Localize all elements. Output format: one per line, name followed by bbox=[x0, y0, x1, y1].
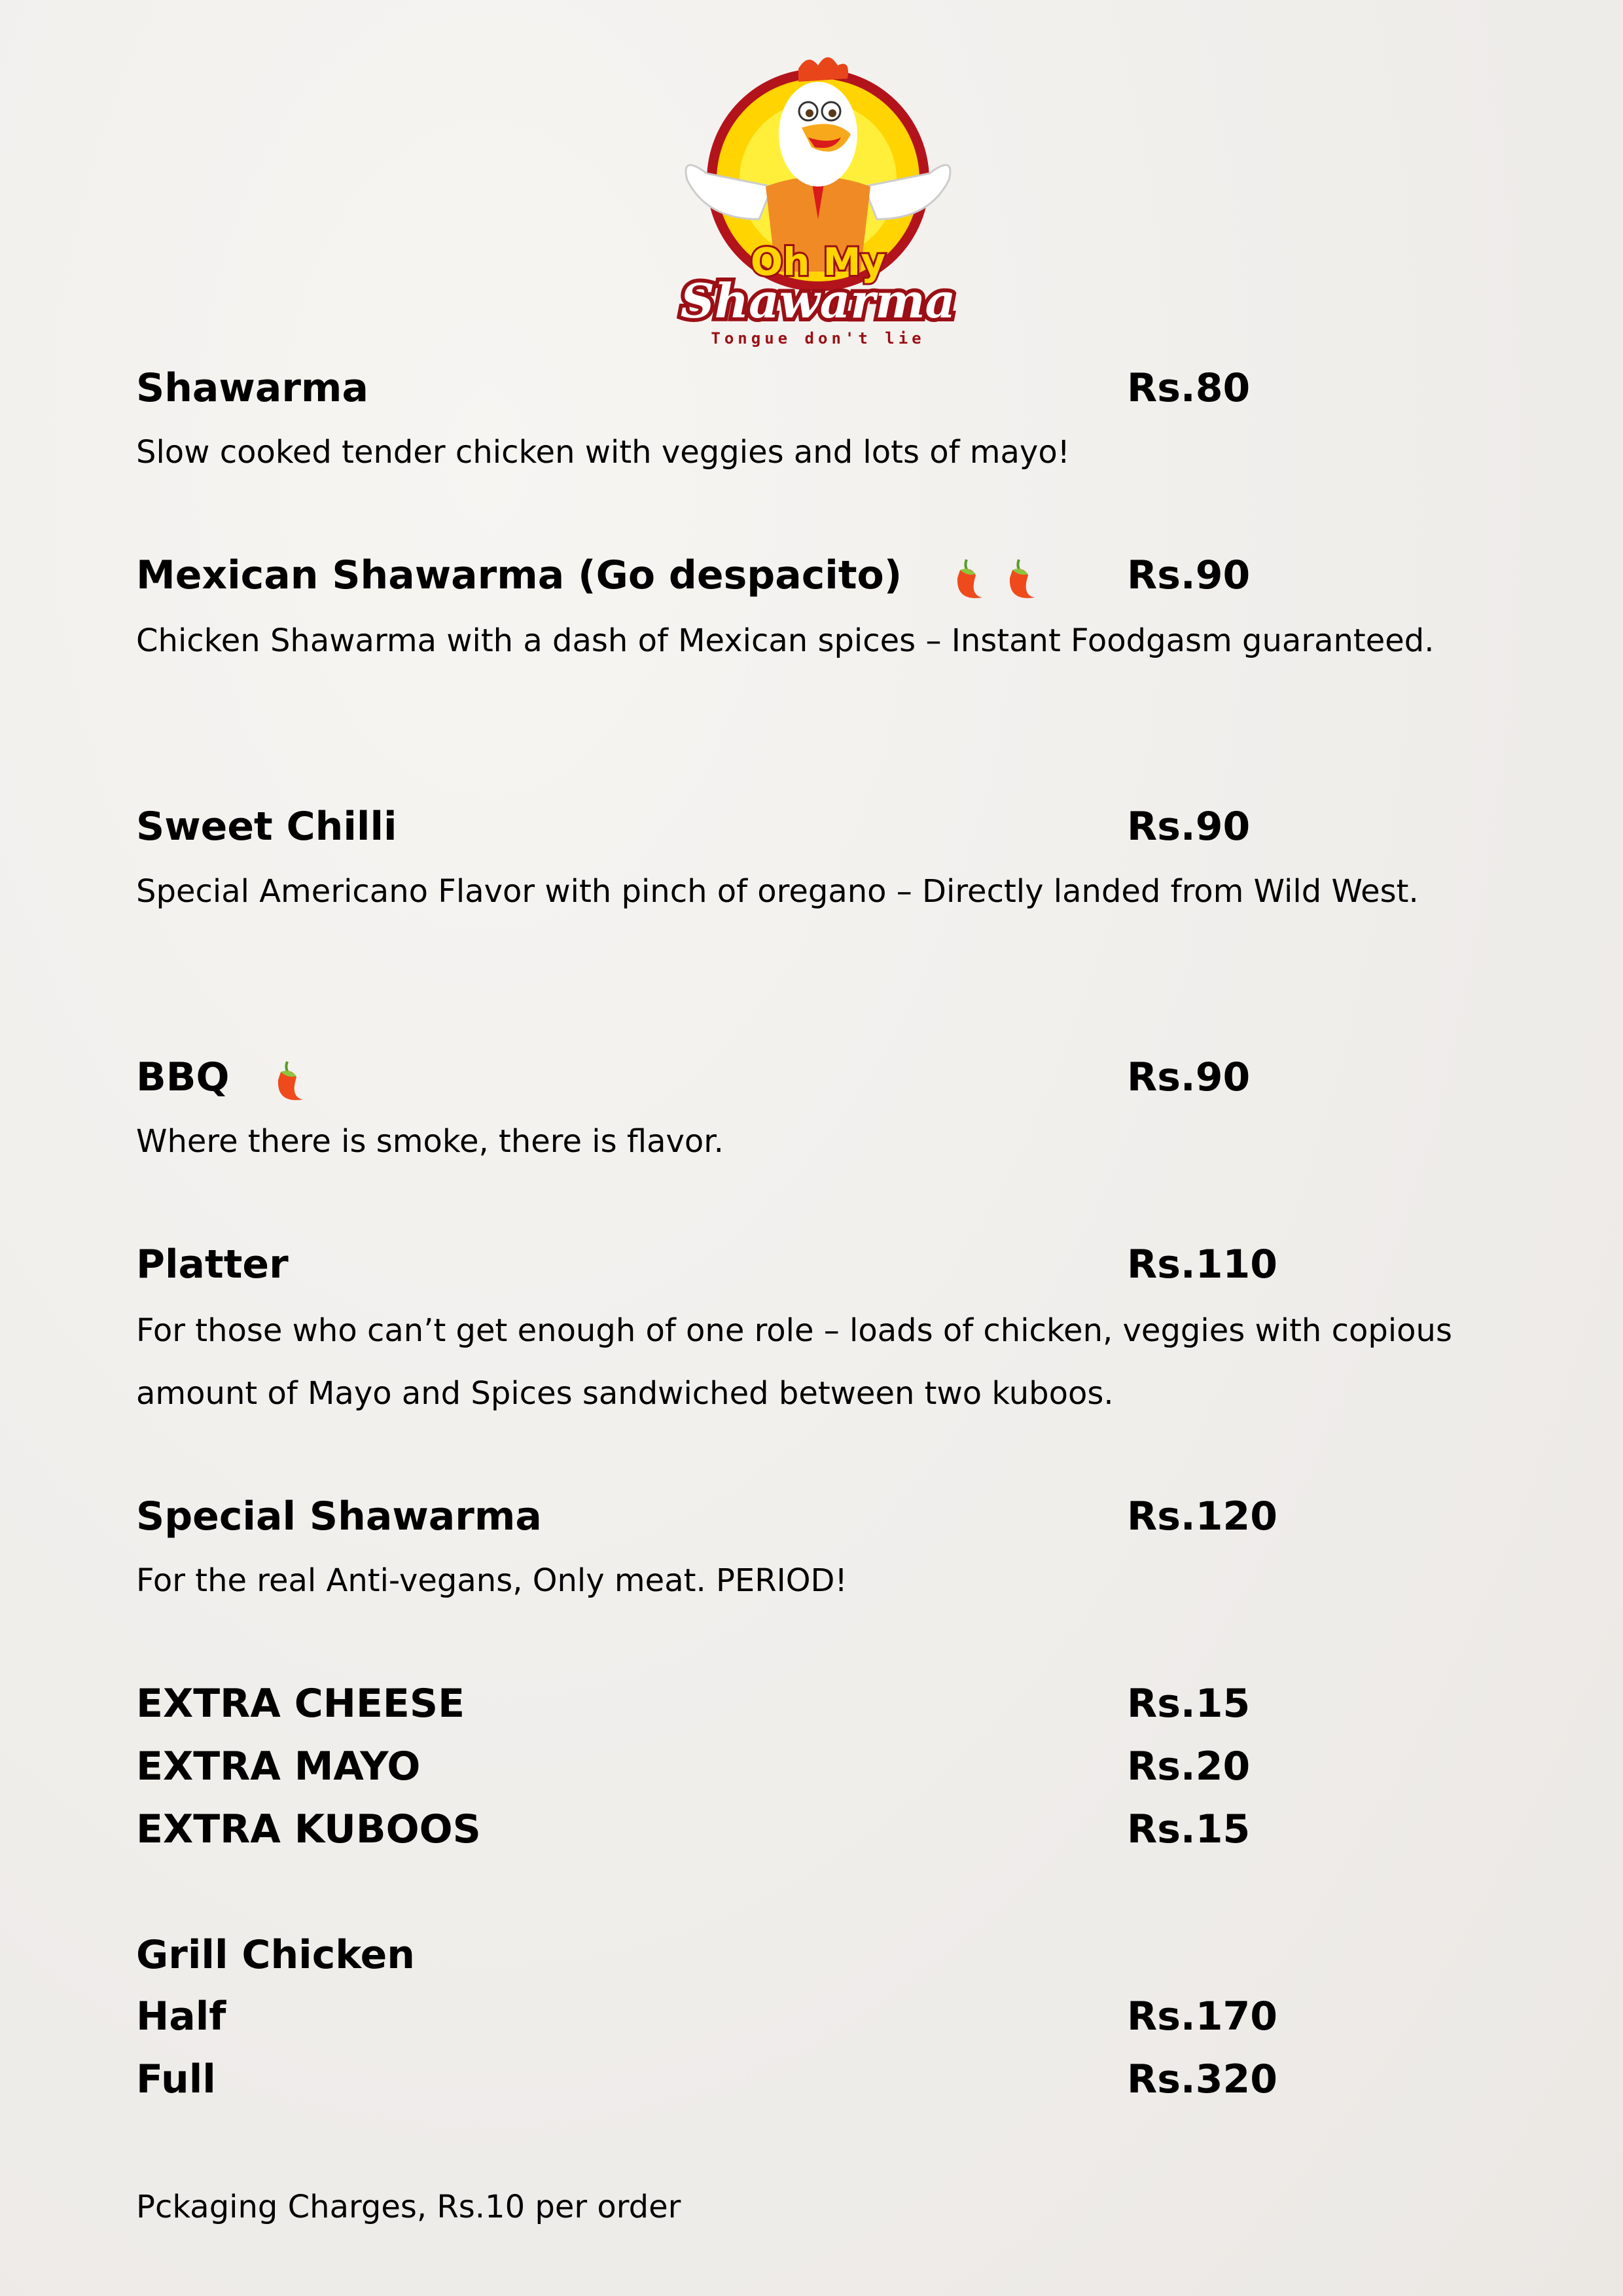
oh-my-shawarma-logo bbox=[668, 49, 969, 350]
extra-name: EXTRA KUBOOS bbox=[136, 1806, 481, 1852]
svg-text:Shawarma: Shawarma bbox=[680, 273, 956, 329]
menu-item-description: Where there is smoke, there is flavor. bbox=[136, 1123, 724, 1160]
svg-text:Oh My: Oh My bbox=[750, 240, 886, 284]
menu-item-name: Special Shawarma bbox=[136, 1494, 542, 1539]
menu-item-price: Rs.90 bbox=[1127, 552, 1251, 598]
extra-name: EXTRA MAYO bbox=[136, 1744, 421, 1789]
menu-item-description: For those who can’t get enough of one role – loads of chicken, veggies with copious amount of Mayo and Spices sandwiched between two kuboos. bbox=[136, 1312, 1452, 1412]
svg-text:Tongue don't lie: Tongue don't lie bbox=[711, 329, 925, 348]
chili-icon bbox=[994, 554, 1040, 600]
grill-option-name: Full bbox=[136, 2056, 216, 2102]
extra-price: Rs.20 bbox=[1127, 1744, 1251, 1789]
menu-item-price: Rs.120 bbox=[1127, 1494, 1277, 1539]
menu-item-name: BBQ bbox=[136, 1054, 230, 1100]
extra-name: EXTRA CHEESE bbox=[136, 1681, 465, 1727]
grill-title: Grill Chicken bbox=[136, 1932, 416, 1978]
menu-item-row bbox=[136, 549, 1040, 601]
menu-item-name: Mexican Shawarma (Go despacito) bbox=[136, 552, 902, 598]
menu-item-description: Special Americano Flavor with pinch of oregano – Directly landed from Wild West. bbox=[136, 873, 1419, 910]
menu-item-description: Slow cooked tender chicken with veggies and lots of mayo! bbox=[136, 434, 1070, 471]
chili-icon bbox=[262, 1056, 308, 1102]
menu-item-price: Rs.90 bbox=[1127, 1054, 1251, 1100]
menu-item-description: For the real Anti-vegans, Only meat. PERIOD! bbox=[136, 1562, 847, 1599]
menu-item-price: Rs.80 bbox=[1127, 365, 1251, 411]
menu-item-name: Shawarma bbox=[136, 365, 368, 411]
menu-item-price: Rs.90 bbox=[1127, 804, 1251, 850]
extra-price: Rs.15 bbox=[1127, 1806, 1251, 1852]
menu-item-row bbox=[136, 1051, 308, 1103]
grill-option-price: Rs.320 bbox=[1127, 2056, 1277, 2102]
menu-item-name: Platter bbox=[136, 1242, 289, 1287]
chili-icon bbox=[942, 554, 988, 600]
grill-option-name: Half bbox=[136, 1994, 226, 2039]
menu-item-name: Sweet Chilli bbox=[136, 804, 397, 850]
packaging-note: Pckaging Charges, Rs.10 per order bbox=[136, 2189, 681, 2225]
grill-option-price: Rs.170 bbox=[1127, 1994, 1277, 2039]
menu-item-description: Chicken Shawarma with a dash of Mexican spices – Instant Foodgasm guaranteed. bbox=[136, 622, 1435, 659]
menu-item-price: Rs.110 bbox=[1127, 1242, 1277, 1287]
extra-price: Rs.15 bbox=[1127, 1681, 1251, 1727]
